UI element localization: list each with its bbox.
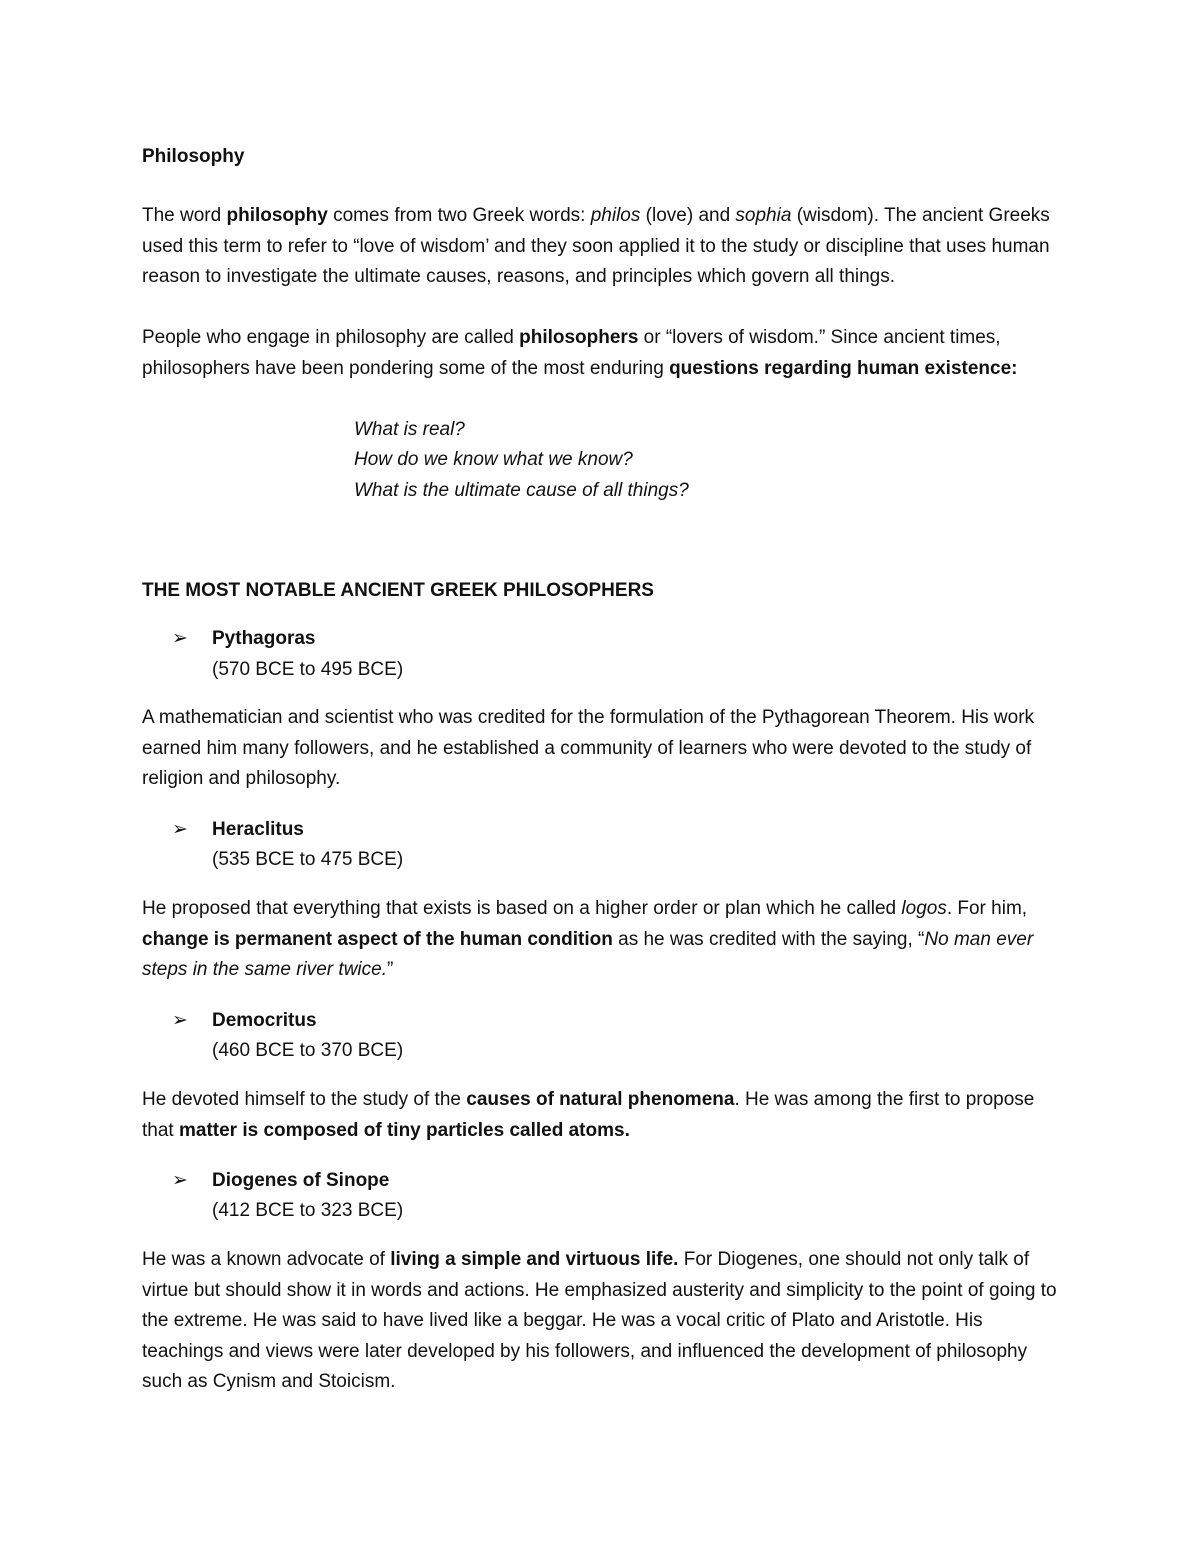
philosopher-dates: (535 BCE to 475 BCE) — [212, 849, 404, 870]
document-title: Philosophy — [142, 146, 245, 167]
philosophers-paragraph: People who engage in philosophy are called philosophers or “lovers of wisdom.” Since ancient times, philosophers have been pondering some of the most enduring questions regarding human existence: — [142, 327, 1018, 379]
question-item: What is the ultimate cause of all things? — [354, 480, 689, 501]
philosopher-dates: (570 BCE to 495 BCE) — [212, 659, 404, 680]
philosopher-description: A mathematician and scientist who was credited for the formulation of the Pythagorean Theorem. His work earned him many followers, and he established a community of learners who were devoted to the study of religion and philosophy. — [142, 707, 1035, 789]
question-item: How do we know what we know? — [354, 449, 633, 470]
philosopher-name: Democritus — [212, 1010, 317, 1031]
philosopher-name: Diogenes of Sinope — [212, 1170, 390, 1191]
arrow-bullet-icon: ➢ — [172, 819, 188, 840]
section-heading: THE MOST NOTABLE ANCIENT GREEK PHILOSOPHERS — [142, 580, 654, 601]
philosopher-description: He devoted himself to the study of the causes of natural phenomena. He was among the first to propose that matter is composed of tiny particles called atoms. — [142, 1089, 1035, 1141]
arrow-bullet-icon: ➢ — [172, 1010, 188, 1031]
philosopher-description: He was a known advocate of living a simple and virtuous life. For Diogenes, one should not only talk of virtue but should show it in words and actions. He emphasized austerity and simplicity to the point of going to the extreme. He was said to have lived like a beggar. He was a vocal critic of Plato and Aristotle. His teachings and views were later developed by his followers, and influenced the development of philosophy such as Cynism and Stoicism. — [142, 1249, 1057, 1392]
arrow-bullet-icon: ➢ — [172, 628, 188, 649]
intro-paragraph: The word philosophy comes from two Greek words: philos (love) and sophia (wisdom). The ancient Greeks used this term to refer to “love of wisdom’ and they soon applied it to the study or discipline that uses human reason to investigate the ultimate causes, reasons, and principles which govern all things. — [142, 205, 1050, 287]
philosopher-name: Heraclitus — [212, 819, 304, 840]
philosopher-name: Pythagoras — [212, 628, 316, 649]
philosopher-description: He proposed that everything that exists is based on a higher order or plan which he called logos. For him, change is permanent aspect of the human condition as he was credited with the saying, “No man ever steps in the same river twice.” — [142, 898, 1034, 980]
philosopher-dates: (412 BCE to 323 BCE) — [212, 1200, 404, 1221]
philosopher-dates: (460 BCE to 370 BCE) — [212, 1040, 404, 1061]
question-item: What is real? — [354, 419, 465, 440]
arrow-bullet-icon: ➢ — [172, 1170, 188, 1191]
